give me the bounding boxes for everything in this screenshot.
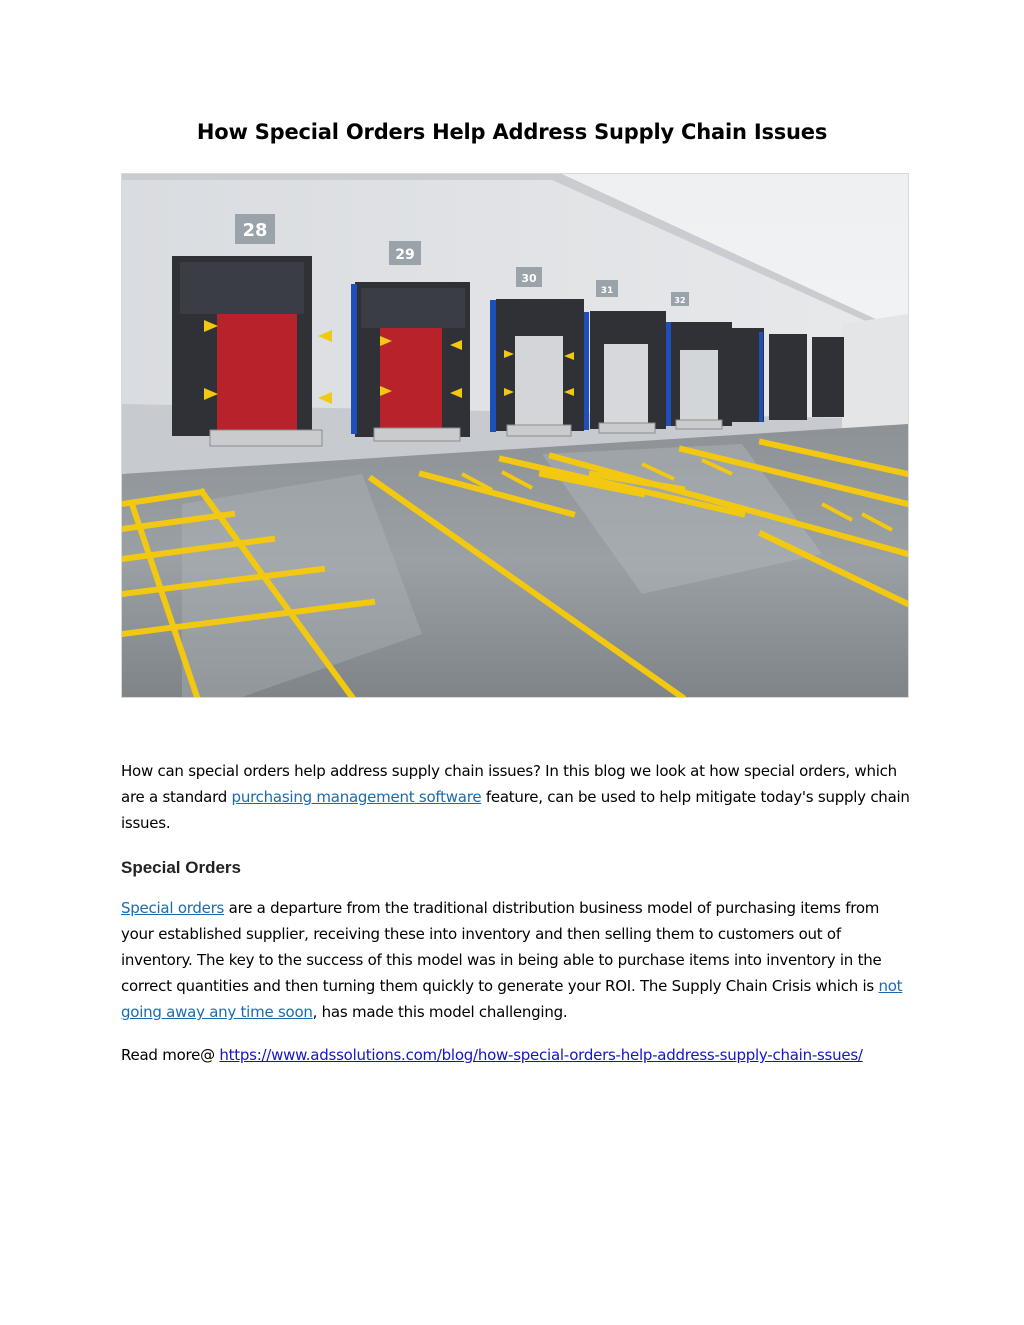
loading-dock-photo: [121, 173, 909, 698]
dock-number-32: 32: [674, 296, 686, 305]
read-more-line: [121, 1042, 911, 1068]
special-orders-link[interactable]: Special orders: [121, 899, 225, 917]
purchasing-management-software-link[interactable]: purchasing management software: [231, 788, 482, 806]
intro-text-start: How can special orders help address supply chain issues? In this blog we look at how special orders, which are a standard: [121, 762, 897, 806]
body-text-start: are a departure from the traditional distribution business model of purchasing items from your established supplier, receiving these into inventory and then selling them to customers out of inventory. The key to the success of this model was in being able to purchase items into inventory in the correct quantities and then turning them quickly to generate your ROI. The Supply Chain Crisis which is: [121, 899, 882, 995]
intro-text-end: feature, can be used to help mitigate today's supply chain issues.: [121, 788, 910, 832]
page-title: How Special Orders Help Address Supply Chain Issues: [196, 120, 828, 144]
special-orders-paragraph: [121, 895, 911, 1025]
body-text-end: , has made this model challenging.: [312, 1003, 568, 1021]
dock-number-31: 31: [600, 286, 614, 296]
intro-paragraph: [121, 758, 911, 836]
section-heading: Special Orders: [121, 858, 242, 877]
dock-number-29: 29: [395, 247, 415, 263]
read-more-label: Read more@: [121, 1046, 220, 1064]
dock-number-28: 28: [242, 220, 268, 241]
dock-number-30: 30: [521, 272, 537, 285]
not-going-away-link[interactable]: not going away any time soon: [121, 977, 903, 1021]
read-more-url-link[interactable]: https://www.adssolutions.com/blog/how-special-orders-help-address-supply-chain-ssues/: [219, 1046, 863, 1064]
